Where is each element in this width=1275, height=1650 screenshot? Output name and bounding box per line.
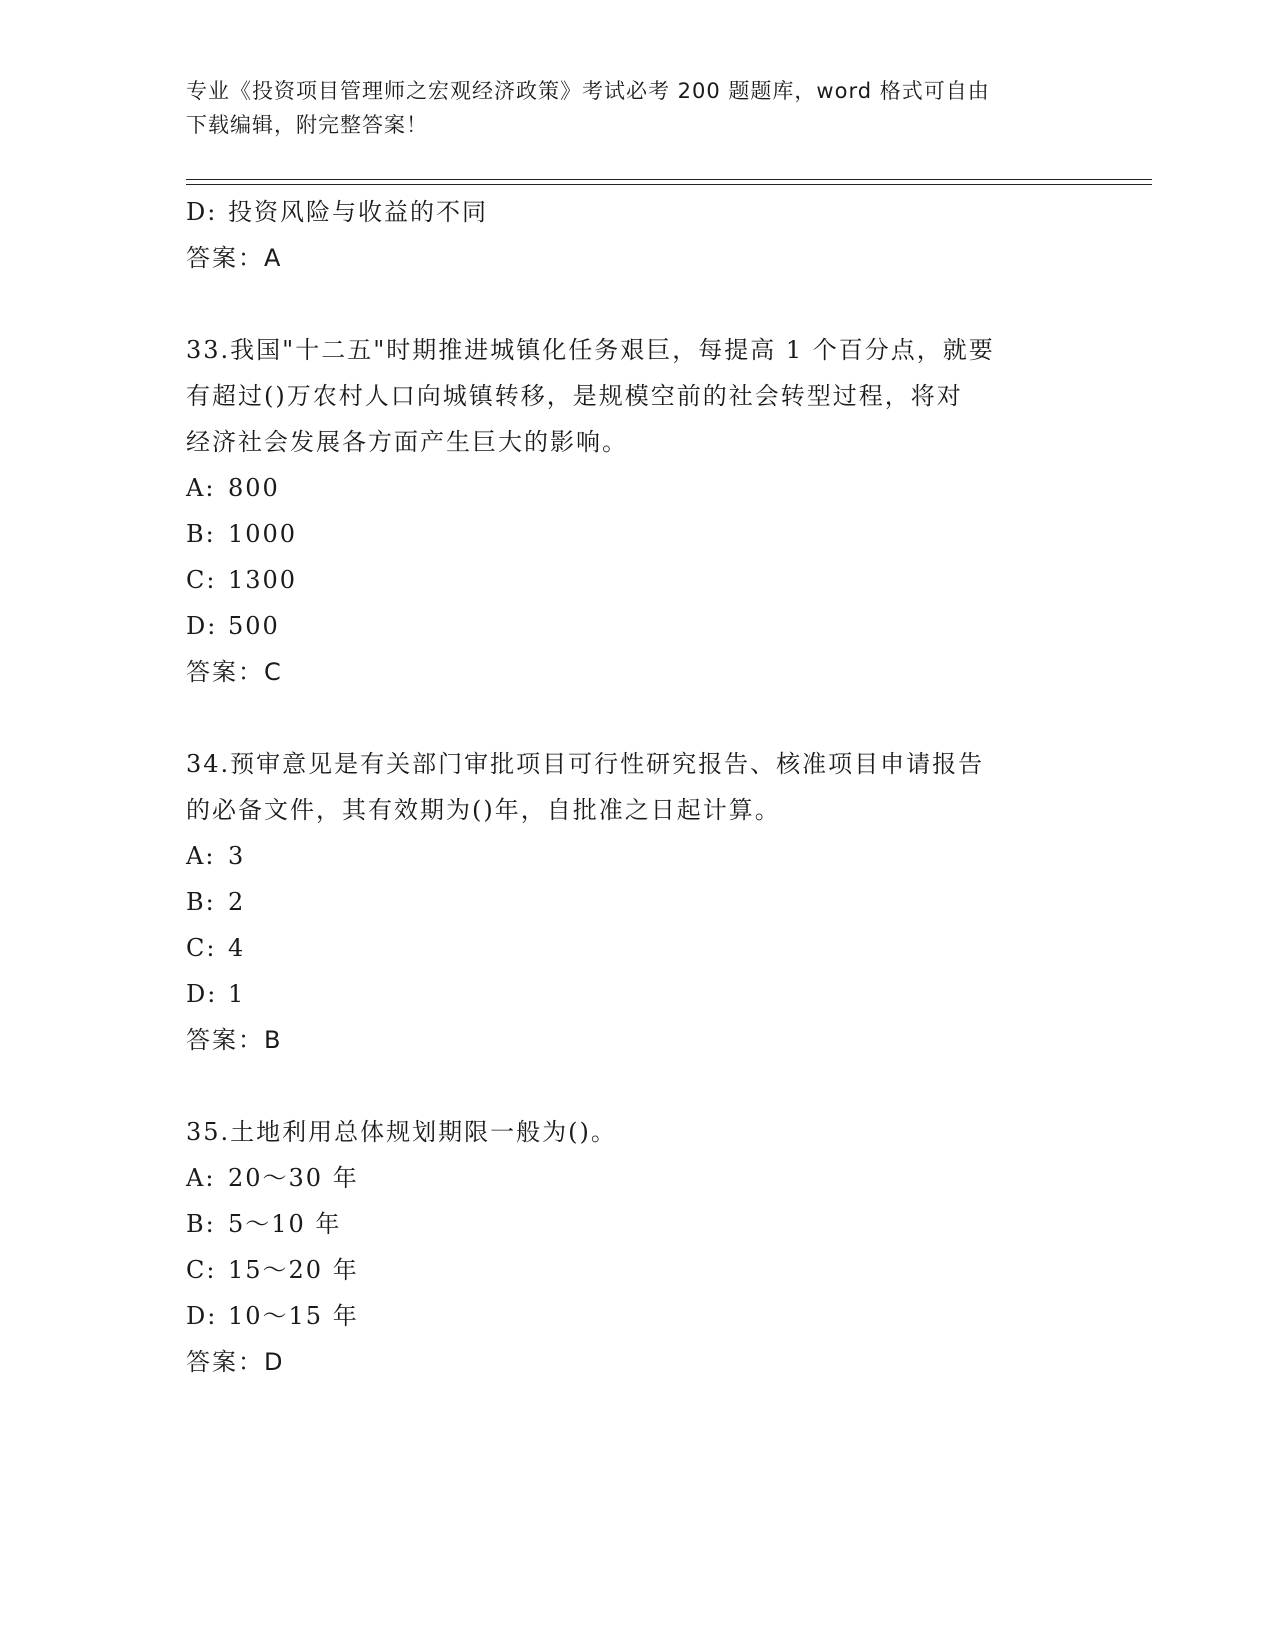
block-gap (186, 281, 1066, 327)
question-block-34 (186, 741, 1066, 1063)
option-text: 20～30 年 (228, 1164, 359, 1192)
option-label: B: (186, 1210, 216, 1238)
option-label: D: (186, 980, 218, 1008)
question-text-line: 34.预审意见是有关部门审批项目可行性研究报告、核准项目申请报告 (186, 750, 985, 778)
option-b (186, 511, 1066, 557)
option-a (186, 1155, 1066, 1201)
option-label: A: (186, 1164, 216, 1192)
question-text-line: 35.土地利用总体规划期限一般为()。 (186, 1118, 617, 1146)
option-label: A: (186, 842, 216, 870)
document-header (186, 74, 1066, 142)
question-text-line: 经济社会发展各方面产生巨大的影响。 (186, 428, 628, 456)
option-a (186, 465, 1066, 511)
option-a (186, 833, 1066, 879)
header-rule-bottom (186, 184, 1152, 185)
answer-line: 答案：D (186, 1348, 285, 1376)
option-b (186, 879, 1066, 925)
answer-line: 答案：C (186, 658, 283, 686)
question-text-line: 33.我国"十二五"时期推进城镇化任务艰巨，每提高 1 个百分点，就要 (186, 336, 995, 364)
option-b (186, 1201, 1066, 1247)
option-label: C: (186, 566, 217, 594)
option-label: A: (186, 474, 216, 502)
option-text: 500 (228, 612, 280, 640)
question-list (186, 189, 1066, 1385)
option-text: 10～15 年 (228, 1302, 359, 1330)
option-d (186, 1293, 1066, 1339)
block-gap (186, 695, 1066, 741)
option-text: 3 (228, 842, 246, 870)
option-text: 5～10 年 (228, 1210, 342, 1238)
question-block-32 (186, 189, 1066, 281)
option-text: 2 (228, 888, 246, 916)
option-d (186, 189, 1066, 235)
question-text-line: 的必备文件，其有效期为()年，自批准之日起计算。 (186, 796, 781, 824)
option-label: D: (186, 1302, 218, 1330)
option-d (186, 603, 1066, 649)
question-block-35 (186, 1109, 1066, 1385)
option-d (186, 971, 1066, 1017)
option-c (186, 1247, 1066, 1293)
header-line-2: 下载编辑，附完整答案！ (186, 113, 428, 137)
option-c (186, 557, 1066, 603)
option-text: 4 (228, 934, 246, 962)
option-label: C: (186, 934, 217, 962)
option-text: 投资风险与收益的不同 (228, 198, 488, 226)
block-gap (186, 1063, 1066, 1109)
option-label: B: (186, 888, 216, 916)
option-text: 800 (228, 474, 280, 502)
answer-line: 答案：B (186, 1026, 283, 1054)
header-rule-top (186, 179, 1152, 180)
header-line-1: 专业《投资项目管理师之宏观经济政策》考试必考 200 题题库，word 格式可自由 (186, 79, 990, 103)
option-text: 15～20 年 (228, 1256, 359, 1284)
answer-line: 答案：A (186, 244, 283, 272)
option-text: 1000 (228, 520, 298, 548)
option-label: B: (186, 520, 216, 548)
option-c (186, 925, 1066, 971)
option-text: 1 (228, 980, 246, 1008)
option-label: C: (186, 1256, 217, 1284)
option-text: 1300 (228, 566, 298, 594)
option-label: D: (186, 612, 218, 640)
option-label: D: (186, 198, 218, 226)
question-text-line: 有超过()万农村人口向城镇转移，是规模空前的社会转型过程，将对 (186, 382, 963, 410)
question-block-33 (186, 327, 1066, 695)
